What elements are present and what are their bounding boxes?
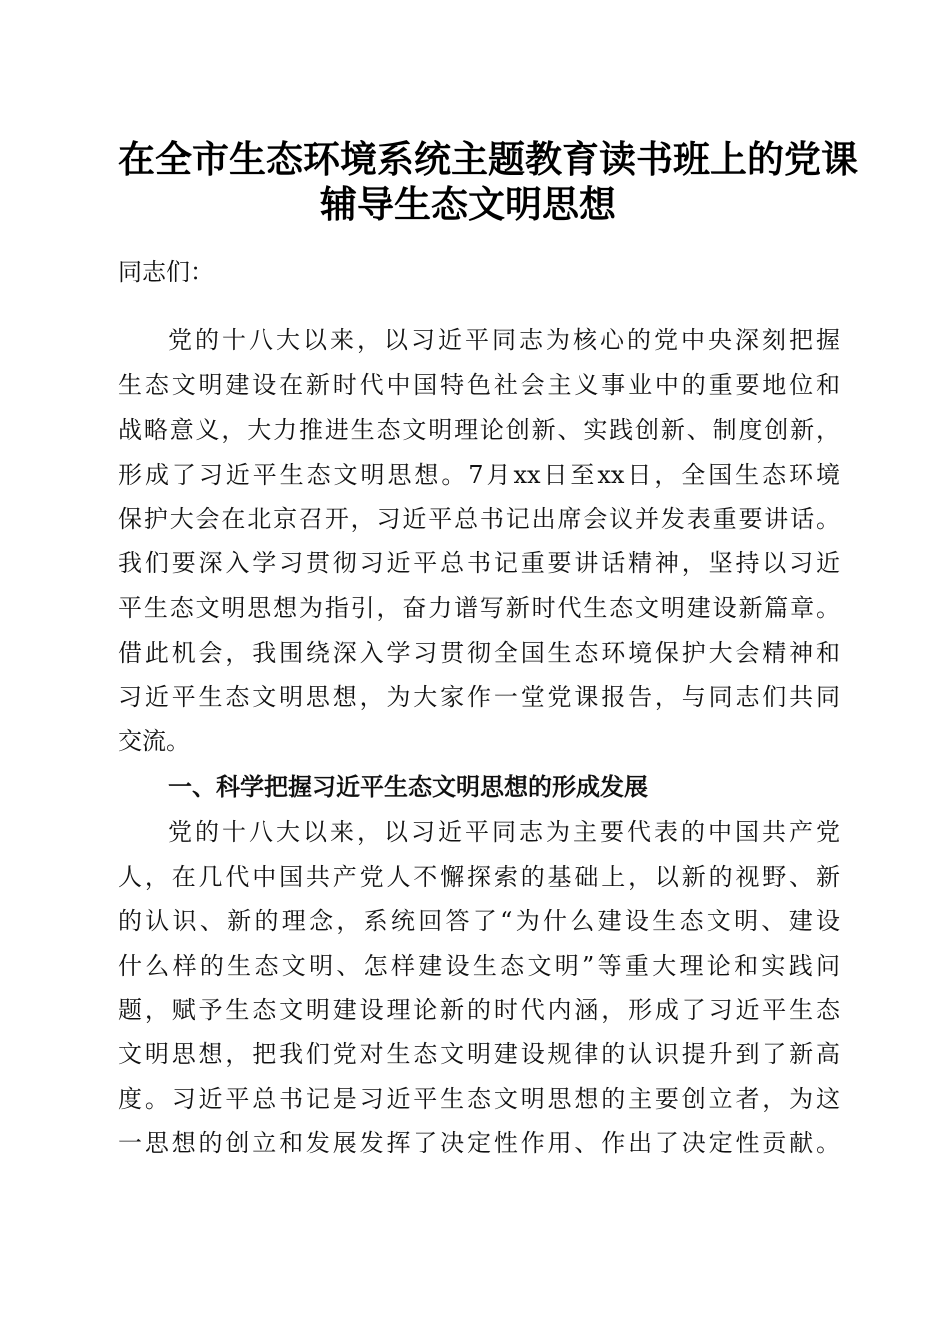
paragraph-line: 一思想的创立和发展发挥了决定性作用、作出了决定性贡献。 bbox=[118, 1129, 840, 1157]
paragraph-line: 党的十八大以来，以习近平同志为主要代表的中国共产党 bbox=[168, 818, 840, 846]
paragraph-line: 形成了习近平生态文明思想。7月xx日至xx日，全国生态环境 bbox=[118, 461, 840, 489]
document-title-line-1: 在全市生态环境系统主题教育读书班上的党课 bbox=[118, 137, 858, 181]
paragraph-line: 保护大会在北京召开，习近平总书记出席会议并发表重要讲话。 bbox=[118, 505, 840, 533]
paragraph-line: 交流。 bbox=[118, 727, 190, 755]
paragraph-line: 人，在几代中国共产党人不懈探索的基础上，以新的视野、新 bbox=[118, 863, 840, 891]
paragraph-line: 平生态文明思想为指引，奋力谱写新时代生态文明建设新篇章。 bbox=[118, 594, 840, 622]
paragraph-line: 什么样的生态文明、怎样建设生态文明”等重大理论和实践问 bbox=[118, 952, 840, 980]
section-heading: 一、科学把握习近平生态文明思想的形成发展 bbox=[168, 773, 648, 801]
document-title-line-2: 辅导生态文明思想 bbox=[320, 182, 616, 226]
paragraph-line: 我们要深入学习贯彻习近平总书记重要讲话精神，坚持以习近 bbox=[118, 549, 840, 577]
paragraph-line: 的认识、新的理念，系统回答了“为什么建设生态文明、建设 bbox=[118, 907, 840, 935]
salutation: 同志们： bbox=[118, 258, 214, 286]
paragraph-line: 借此机会，我围绕深入学习贯彻全国生态环境保护大会精神和 bbox=[118, 639, 840, 667]
paragraph-line: 习近平生态文明思想，为大家作一堂党课报告，与同志们共同 bbox=[118, 683, 840, 711]
paragraph-line: 生态文明建设在新时代中国特色社会主义事业中的重要地位和 bbox=[118, 371, 840, 399]
paragraph-line: 党的十八大以来，以习近平同志为核心的党中央深刻把握 bbox=[168, 326, 840, 354]
paragraph-line: 度。习近平总书记是习近平生态文明思想的主要创立者，为这 bbox=[118, 1085, 840, 1113]
paragraph-line: 文明思想，把我们党对生态文明建设规律的认识提升到了新高 bbox=[118, 1040, 840, 1068]
paragraph-line: 战略意义，大力推进生态文明理论创新、实践创新、制度创新， bbox=[118, 416, 840, 444]
paragraph-line: 题，赋予生态文明建设理论新的时代内涵，形成了习近平生态 bbox=[118, 996, 840, 1024]
